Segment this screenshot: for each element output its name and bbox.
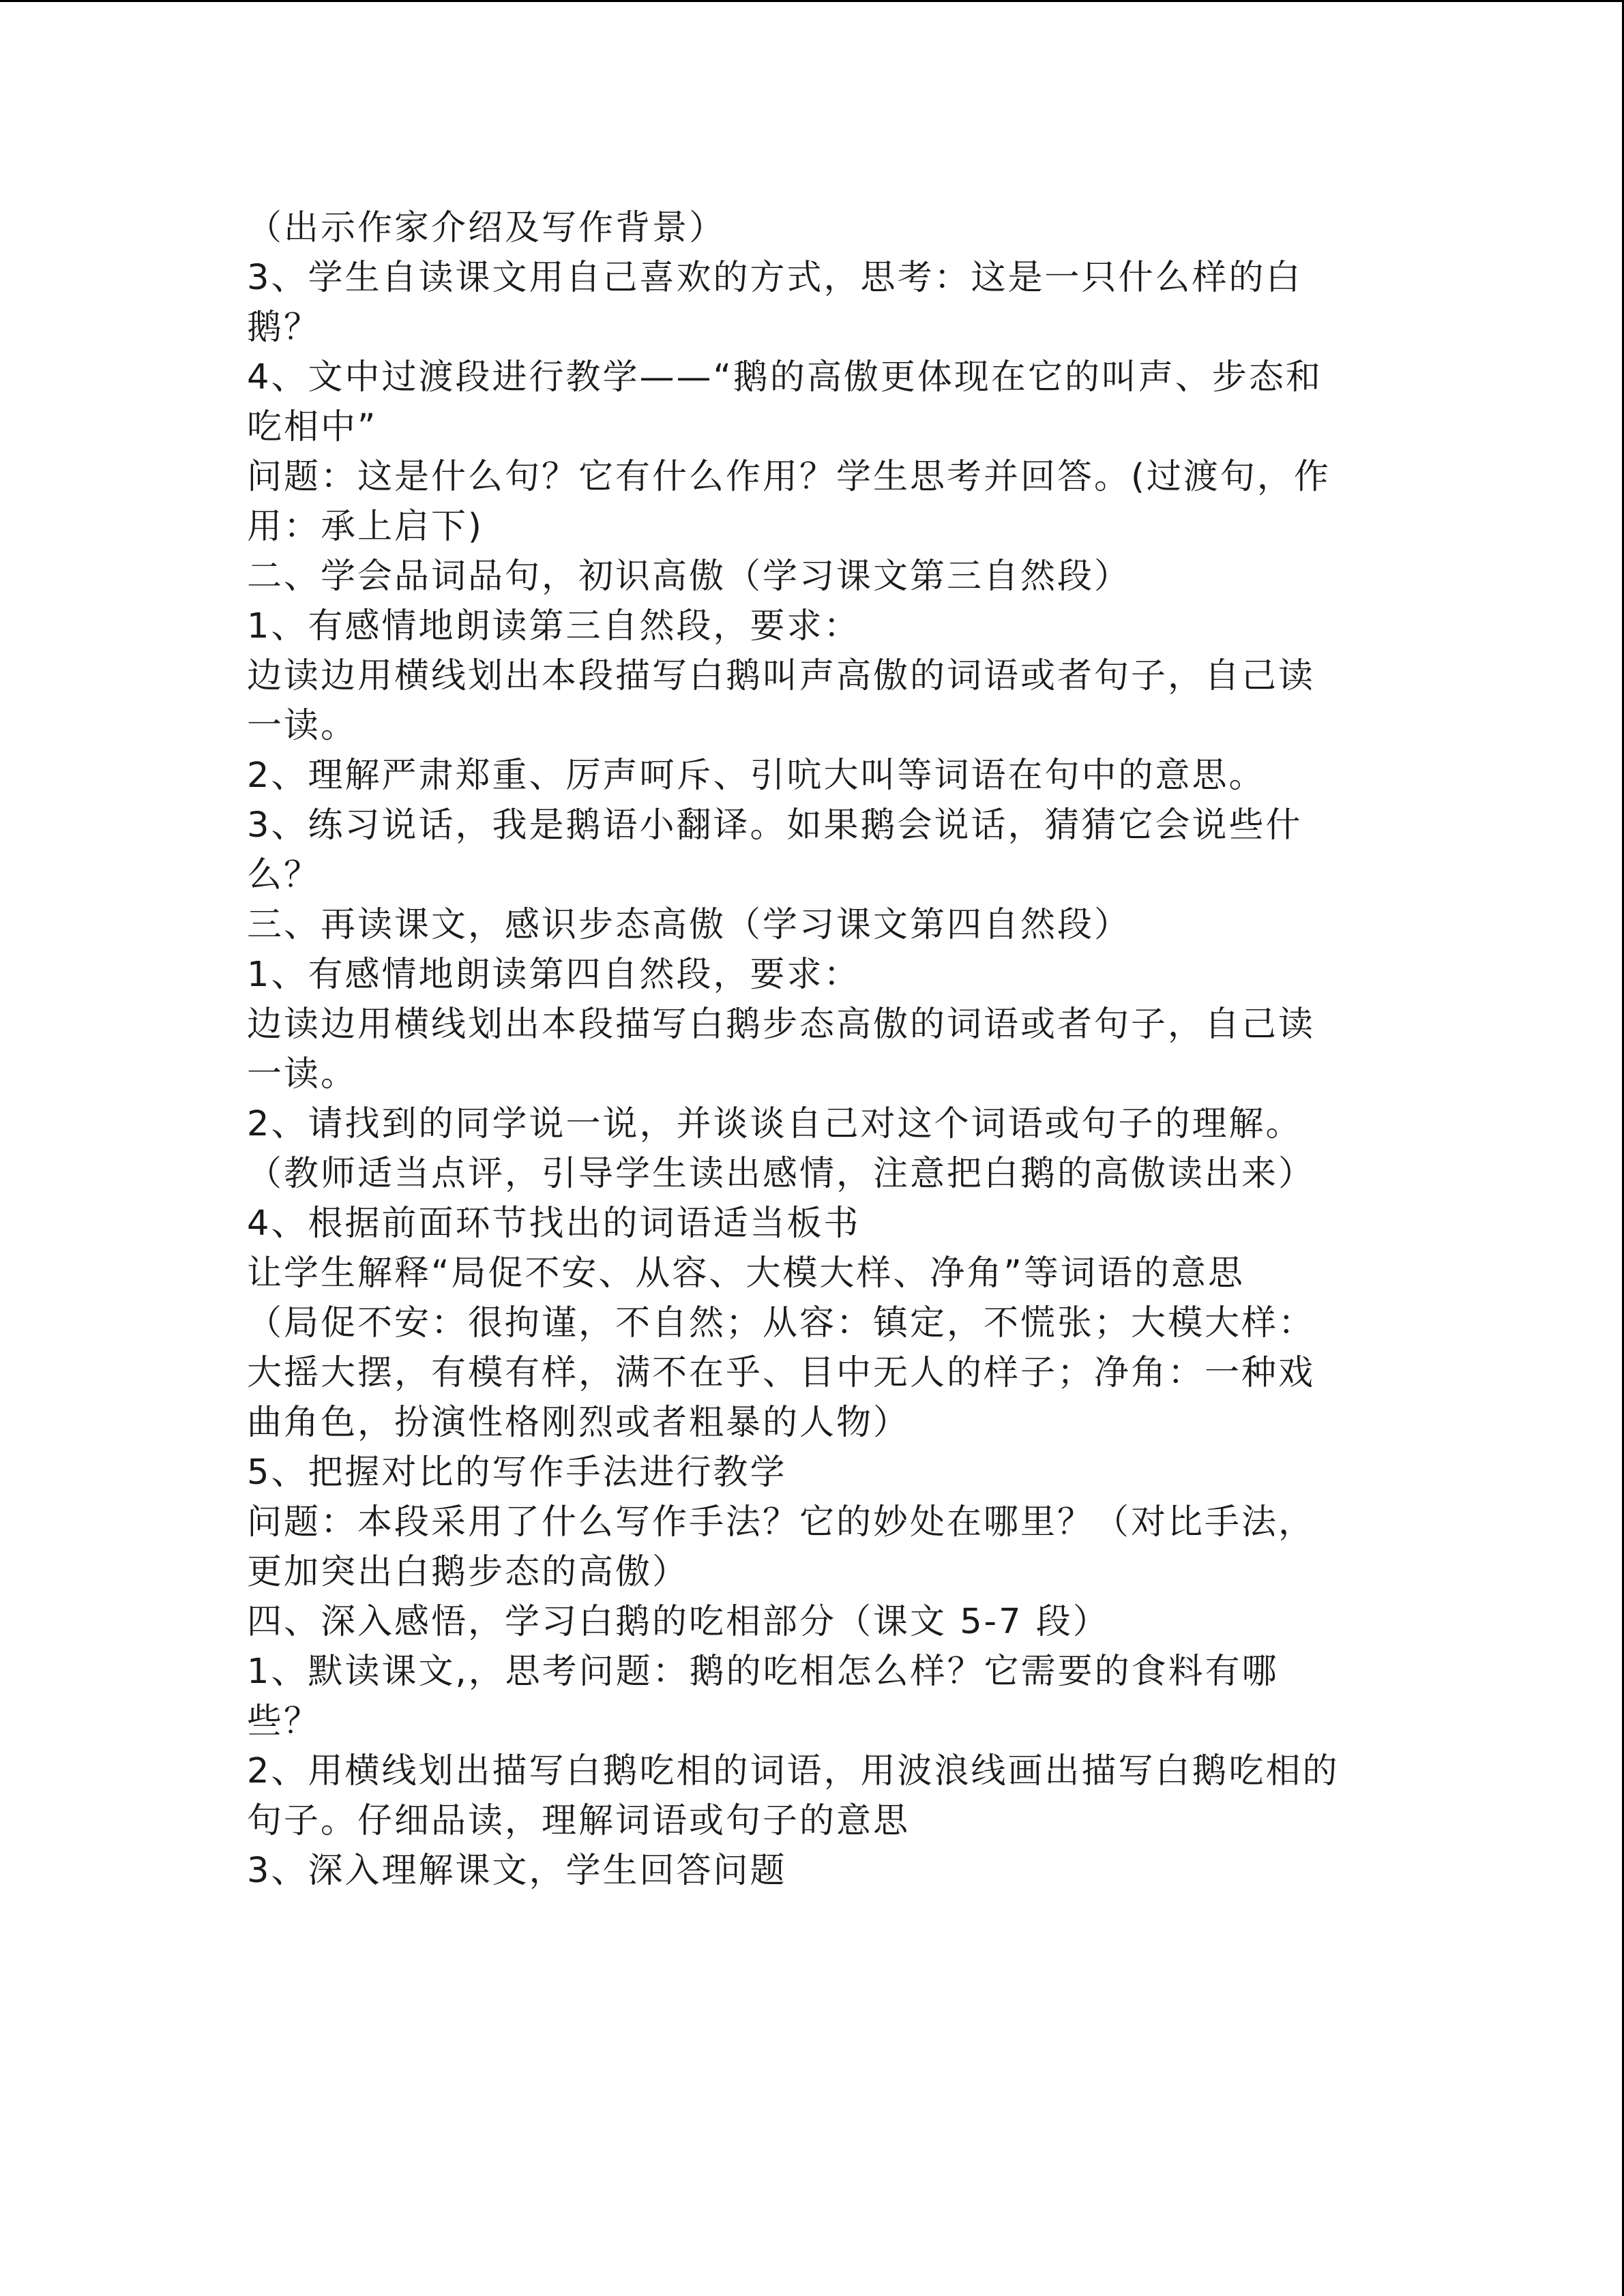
text-line: 5、把握对比的写作手法进行教学: [247, 1452, 787, 1493]
text-line: 2、理解严肃郑重、厉声呵斥、引吭大叫等词语在句中的意思。: [247, 756, 1266, 796]
document-body: [247, 203, 1393, 1896]
text-line: 问题：这是什么句？它有什么作用？学生思考并回答。(过渡句，作: [247, 457, 1331, 497]
text-line: 鹅？: [247, 308, 321, 348]
text-line: 3、学生自读课文用自己喜欢的方式，思考：这是一只什么样的白: [247, 258, 1303, 298]
text-line: 曲角色，扮演性格刚烈或者粗暴的人物）: [247, 1403, 911, 1443]
text-line: 一读。: [247, 1054, 358, 1094]
text-line: 3、深入理解课文，学生回答问题: [247, 1851, 787, 1891]
text-line: 么？: [247, 855, 321, 895]
text-line: 问题：本段采用了什么写作手法？它的妙处在哪里？（对比手法，: [247, 1502, 1316, 1542]
section-heading: 四、深入感悟，学习白鹅的吃相部分（课文 5-7 段）: [247, 1602, 1110, 1642]
text-line: 4、根据前面环节找出的词语适当板书: [247, 1204, 861, 1244]
section-heading: 三、再读课文，感识步态高傲（学习课文第四自然段）: [247, 905, 1132, 945]
text-line: 1、默读课文,，思考问题：鹅的吃相怎么样？它需要的食料有哪: [247, 1652, 1279, 1692]
text-line: 边读边用横线划出本段描写白鹅步态高傲的词语或者句子，自己读: [247, 1004, 1316, 1045]
text-line: 边读边用横线划出本段描写白鹅叫声高傲的词语或者句子，自己读: [247, 656, 1316, 696]
text-line: 更加突出白鹅步态的高傲）: [247, 1552, 690, 1592]
section-heading: 二、学会品词品句，初识高傲（学习课文第三自然段）: [247, 556, 1132, 597]
text-line: 1、有感情地朗读第三自然段，要求：: [247, 606, 861, 646]
text-line: 4、文中过渡段进行教学——“鹅的高傲更体现在它的叫声、步态和: [247, 357, 1323, 398]
text-line: （教师适当点评，引导学生读出感情，注意把白鹅的高傲读出来）: [247, 1154, 1316, 1194]
text-line: 些？: [247, 1701, 321, 1742]
text-line: 吃相中”: [247, 407, 378, 447]
text-line: 用：承上启下): [247, 507, 484, 547]
text-line: 1、有感情地朗读第四自然段，要求：: [247, 955, 861, 995]
text-line: 大摇大摆，有模有样，满不在乎、目中无人的样子；净角：一种戏: [247, 1353, 1316, 1393]
text-line: 一读。: [247, 706, 358, 746]
text-line: 2、用横线划出描写白鹅吃相的词语，用波浪线画出描写白鹅吃相的: [247, 1751, 1340, 1791]
text-line: 让学生解释“局促不安、从容、大模大样、净角”等词语的意思: [247, 1253, 1245, 1294]
text-line: （出示作家介绍及写作背景）: [247, 208, 726, 248]
text-line: 句子。仔细品读，理解词语或句子的意思: [247, 1801, 911, 1841]
text-line: （局促不安：很拘谨，不自然；从容：镇定，不慌张；大模大样：: [247, 1303, 1316, 1343]
text-line: 3、练习说话，我是鹅语小翻译。如果鹅会说话，猜猜它会说些什: [247, 805, 1303, 846]
text-line: 2、请找到的同学说一说，并谈谈自己对这个词语或句子的理解。: [247, 1104, 1303, 1144]
